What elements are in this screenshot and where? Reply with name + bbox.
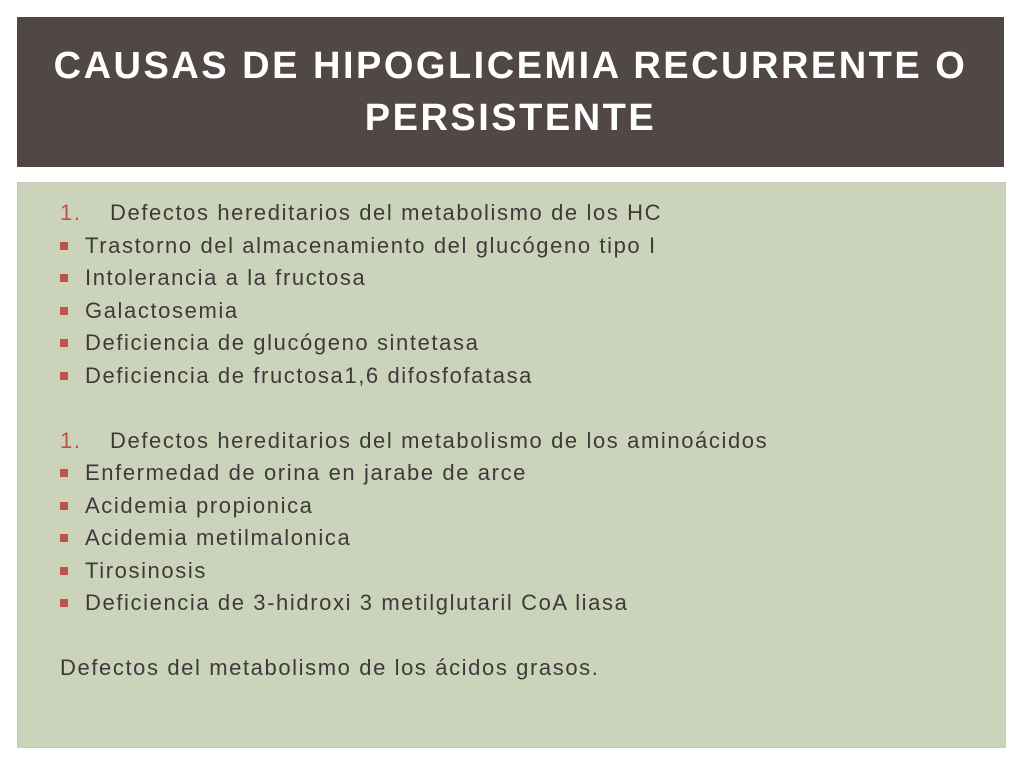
list-number: 1. — [60, 427, 82, 453]
list-item-text: Trastorno del almacenamiento del glucógeno tipo I — [85, 232, 657, 258]
list-item — [60, 327, 985, 360]
list-number: 1. — [60, 200, 82, 225]
square-bullet-icon — [60, 307, 68, 315]
title-bar — [17, 17, 1004, 167]
square-bullet-icon — [60, 242, 68, 250]
list-item-text: Deficiencia de fructosa1,6 difosfofatasa — [85, 362, 534, 388]
list-item — [60, 555, 985, 588]
list-item — [60, 457, 985, 490]
list-item — [60, 490, 985, 523]
square-bullet-icon — [60, 469, 68, 477]
square-bullet-icon — [60, 339, 68, 347]
square-bullet-icon — [60, 534, 68, 542]
list-item-text: Deficiencia de glucógeno sintetasa — [85, 330, 480, 355]
list-item — [60, 522, 985, 555]
spacer — [60, 620, 985, 653]
list-item — [60, 587, 985, 620]
section-heading-text: Defectos hereditarios del metabolismo de los HC — [110, 200, 663, 225]
list-item-text: Acidemia metilmalonica — [85, 525, 352, 550]
spacer — [60, 392, 985, 425]
square-bullet-icon — [60, 502, 68, 510]
section-heading-text: Defectos hereditarios del metabolismo de los aminoácidos — [110, 427, 769, 453]
section-heading-carbohydrates — [60, 197, 985, 230]
content-box — [17, 182, 1006, 748]
list-item — [60, 295, 985, 328]
list-item-text: Enfermedad de orina en jarabe de arce — [85, 460, 528, 485]
section-heading-amino-acids — [60, 425, 985, 458]
square-bullet-icon — [60, 567, 68, 575]
list-item — [60, 230, 985, 263]
list-item-text: Galactosemia — [85, 297, 239, 323]
closing-line: Defectos del metabolismo de los ácidos grasos. — [60, 655, 600, 680]
square-bullet-icon — [60, 599, 68, 607]
list-item-text: Deficiencia de 3-hidroxi 3 metilglutaril CoA liasa — [85, 590, 629, 615]
list-item-text: Acidemia propionica — [85, 492, 314, 518]
list-item — [60, 360, 985, 393]
square-bullet-icon — [60, 372, 68, 380]
list-item — [60, 262, 985, 295]
list-item-text: Tirosinosis — [85, 557, 207, 583]
slide-title: CAUSAS DE HIPOGLICEMIA RECURRENTE O PERSISTENTE — [53, 45, 968, 139]
list-item-text: Intolerancia a la fructosa — [85, 265, 367, 290]
square-bullet-icon — [60, 274, 68, 282]
content-list — [60, 197, 985, 685]
